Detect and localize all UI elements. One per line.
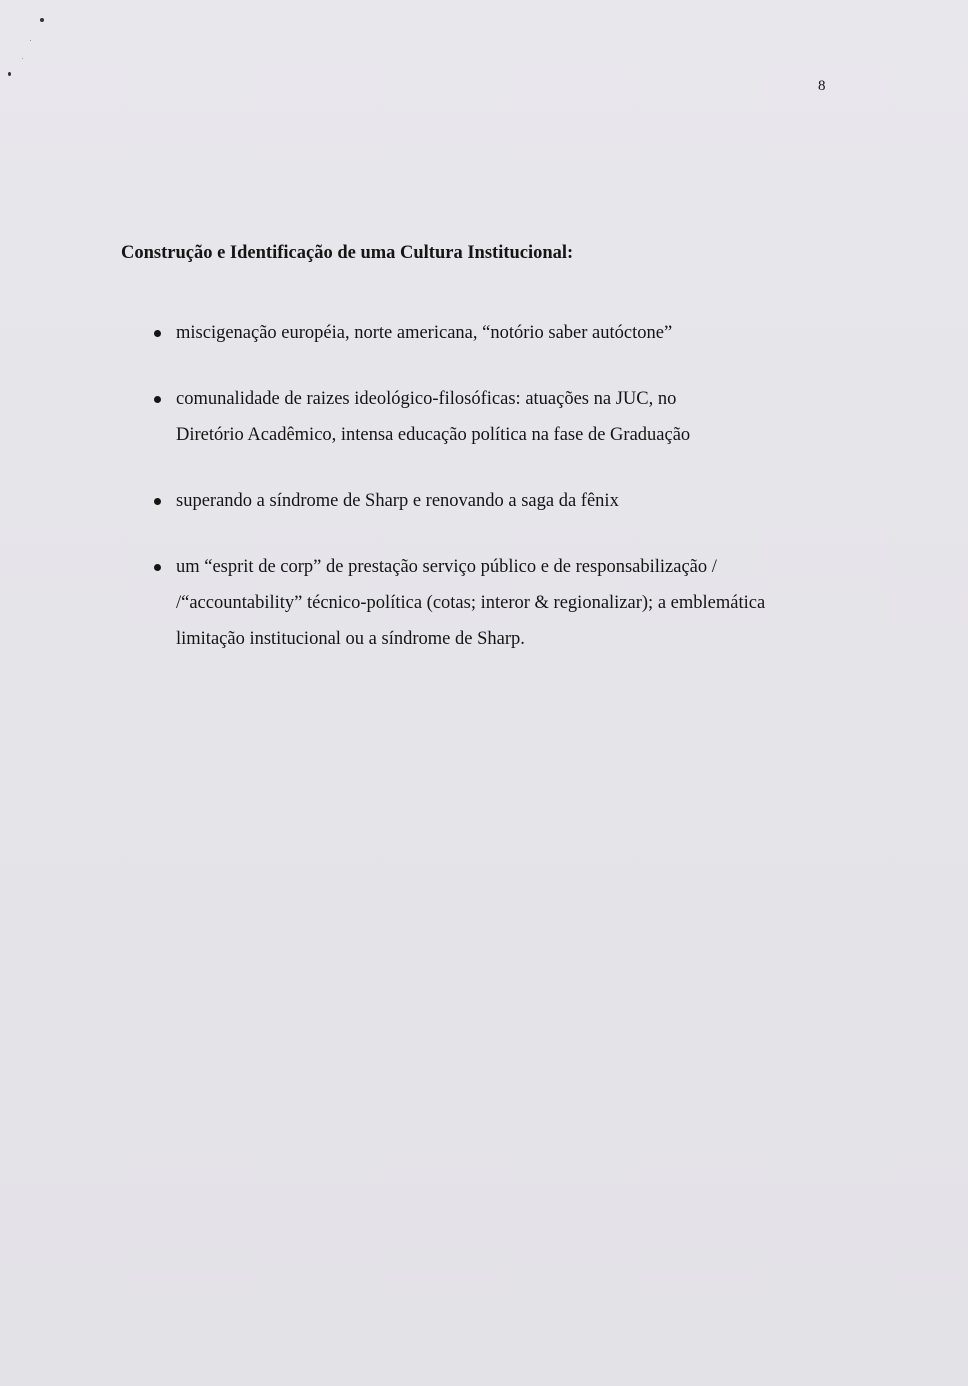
bullet-item [152, 483, 852, 519]
scan-speck [8, 72, 11, 76]
bullet-icon [154, 330, 161, 337]
bullet-text-line: um “esprit de corp” de prestação serviço público e de responsabilização / [176, 557, 717, 577]
bullet-item [152, 381, 852, 453]
page-number: 8 [818, 78, 826, 94]
bullet-text-line: miscigenação européia, norte americana, “notório saber autóctone” [176, 323, 673, 343]
bullet-text-line: limitação institucional ou a síndrome de Sharp. [176, 629, 525, 649]
scan-speck [30, 40, 31, 41]
bullet-list [152, 315, 852, 657]
scan-speck [40, 18, 44, 22]
bullet-item [152, 315, 852, 351]
bullet-text-line: /“accountability” técnico-política (cotas; interor & regionalizar); a emblemática [176, 593, 766, 613]
bullet-icon [154, 498, 161, 505]
bullet-text-line: comunalidade de raizes ideológico-filosóficas: atuações na JUC, no [176, 389, 677, 409]
scan-speck [22, 58, 23, 59]
section-heading: Construção e Identificação de uma Cultura Institucional: [121, 243, 574, 263]
bullet-icon [154, 396, 161, 403]
bullet-text-line: superando a síndrome de Sharp e renovando a saga da fênix [176, 491, 619, 511]
bullet-text-line: Diretório Acadêmico, intensa educação política na fase de Graduação [176, 425, 691, 445]
bullet-item [152, 549, 852, 657]
bullet-icon [154, 564, 161, 571]
